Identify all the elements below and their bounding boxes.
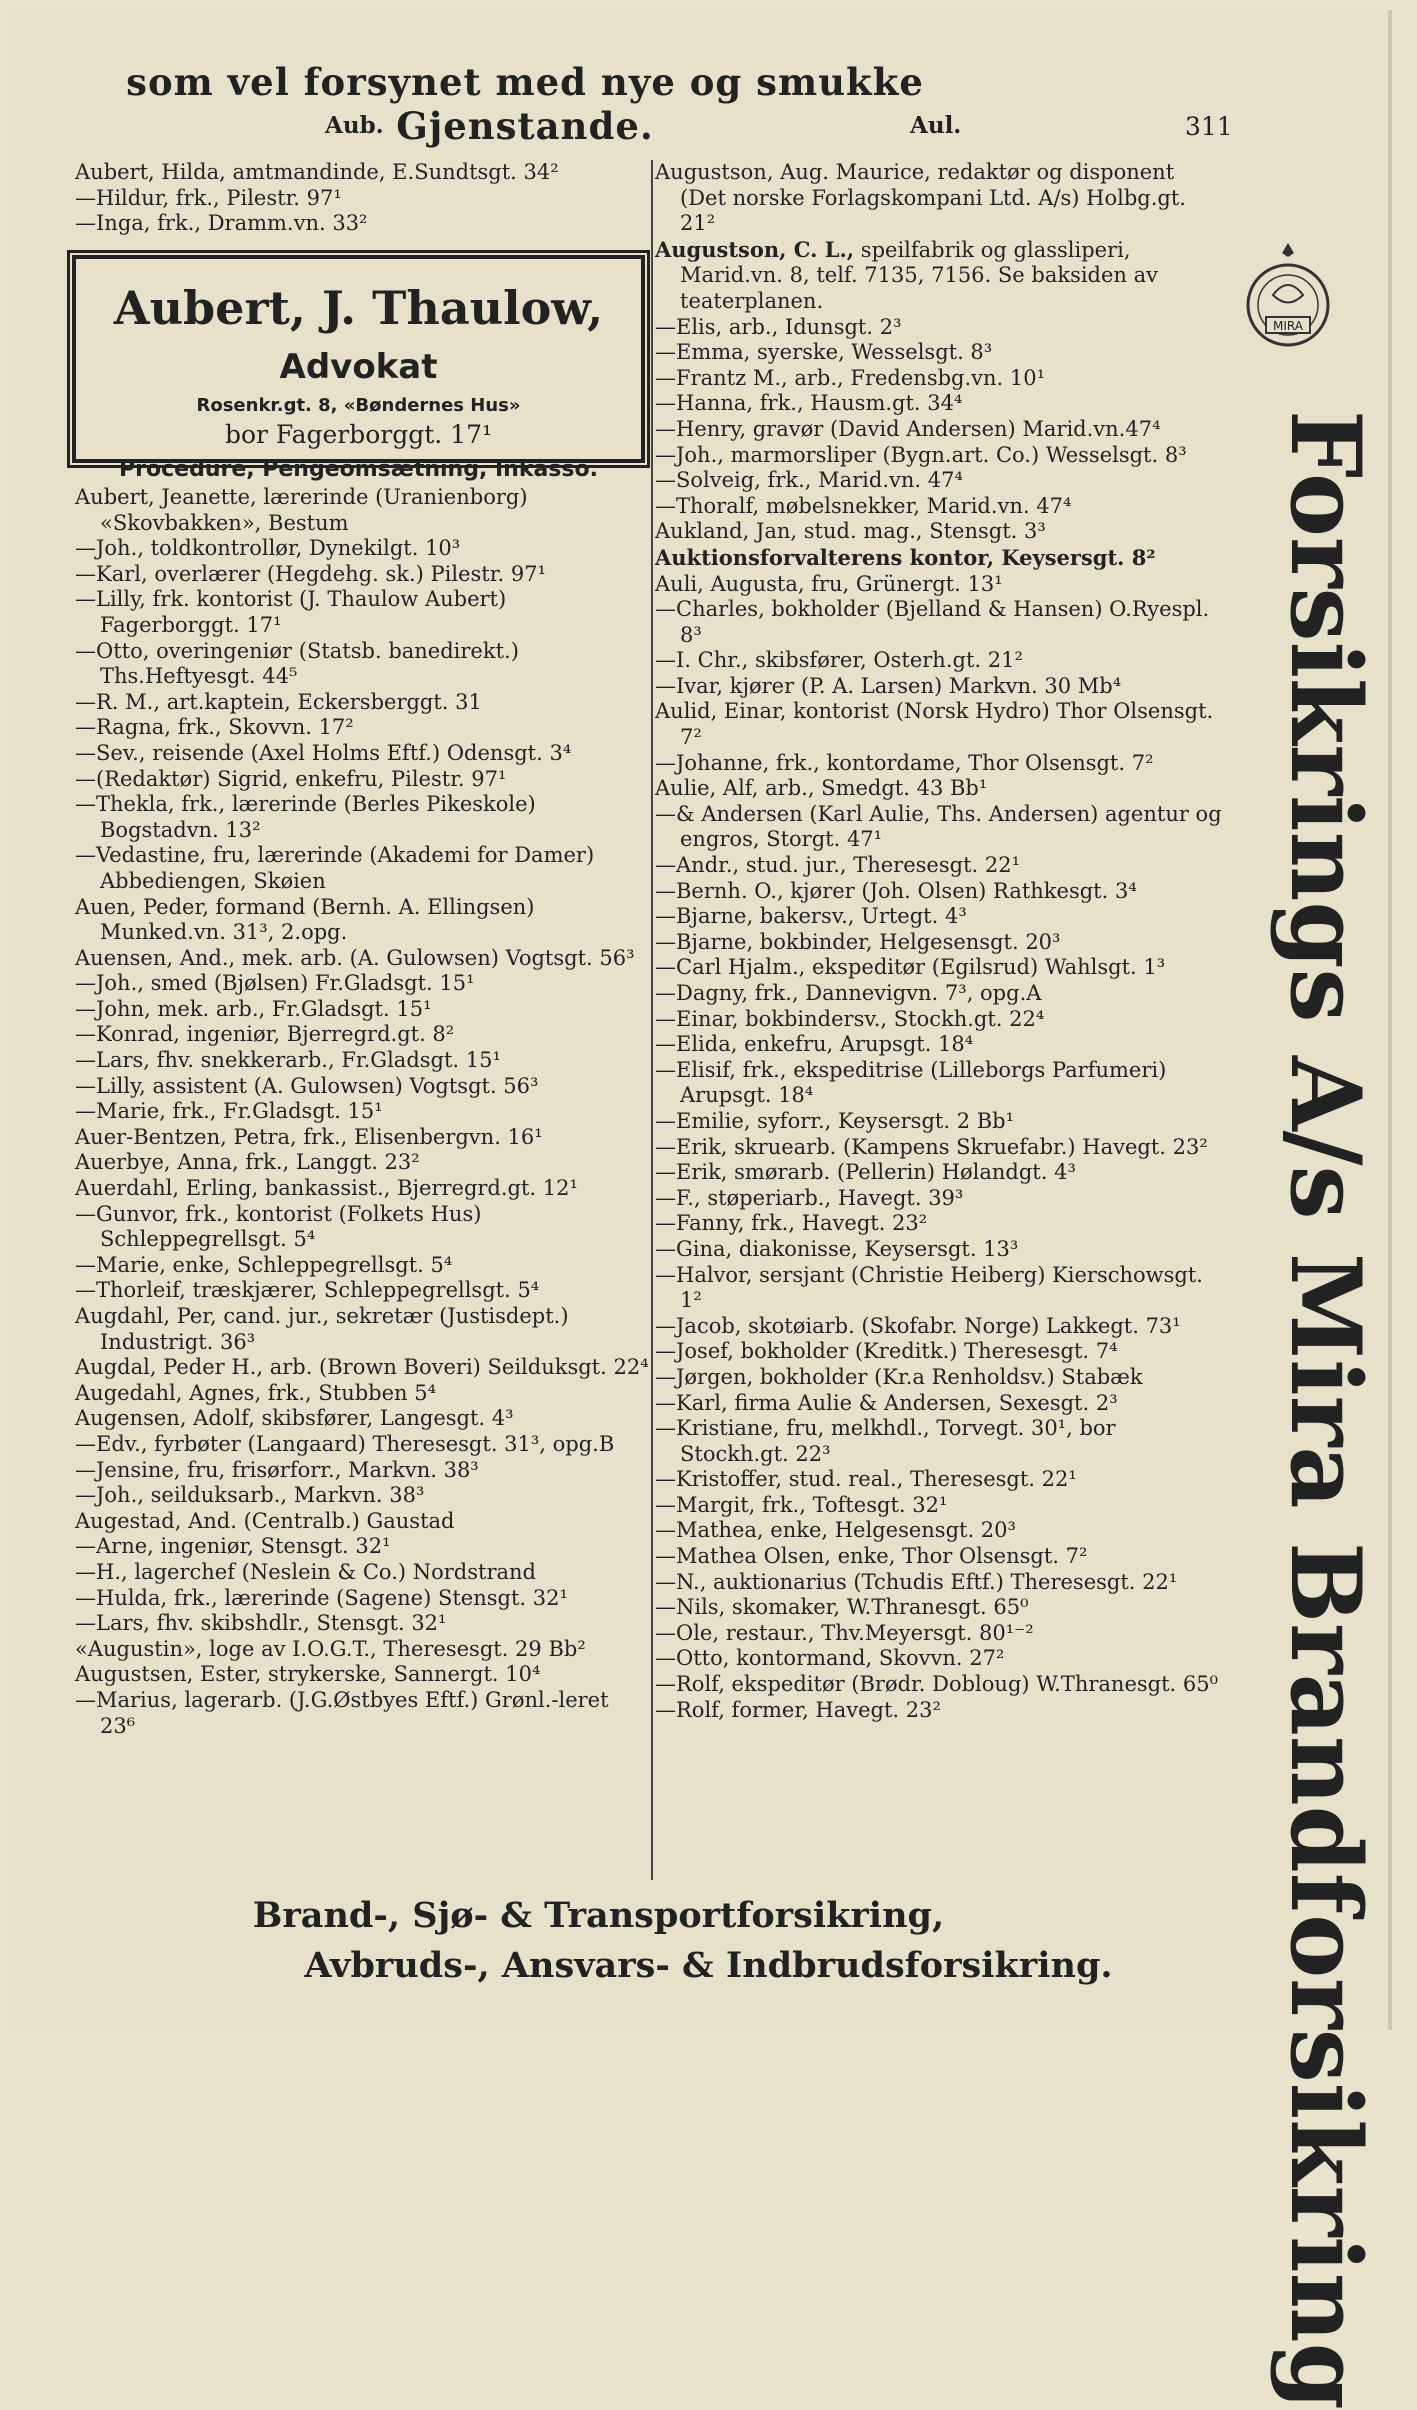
list-item: —Elis, arb., Idunsgt. 2³ (655, 314, 902, 339)
list-item: Auensen, And., mek. arb. (A. Gulowsen) Vogtsgt. 56³ (75, 945, 635, 970)
list-item: —Ragna, frk., Skovvn. 17² (75, 715, 354, 740)
list-item: Augdahl, Per, cand. jur., sekretær (Justisdept.) Industrigt. 36³ (75, 1304, 569, 1354)
list-item: —Bernh. O., kjører (Joh. Olsen) Rathkesgt. 3⁴ (655, 878, 1137, 903)
left-column-list (75, 485, 650, 1739)
list-item: —H., lagerchef (Neslein & Co.) Nordstrand (75, 1559, 536, 1584)
list-item: —Joh., smed (Bjølsen) Fr.Gladsgt. 15¹ (75, 971, 475, 996)
list-item: Augensen, Adolf, skibsfører, Langesgt. 4³ (75, 1406, 514, 1431)
list-item: Auerdahl, Erling, bankassist., Bjerregrd.gt. 12¹ (75, 1176, 578, 1201)
list-item: —Emma, syerske, Wesselsgt. 8³ (655, 340, 993, 365)
page-number: 311 (1185, 112, 1233, 141)
list-item: —Elida, enkefru, Arupsgt. 18⁴ (655, 1032, 974, 1057)
list-item: —Jacob, skotøiarb. (Skofabr. Norge) Lakkegt. 73¹ (655, 1313, 1181, 1338)
svg-text:MIRA: MIRA (1273, 319, 1303, 333)
list-item: —Charles, bokholder (Bjelland & Hansen) O.Ryespl. 8³ (655, 597, 1210, 647)
right-column-list (655, 160, 1225, 1723)
list-item: Aulid, Einar, kontorist (Norsk Hydro) Thor Olsensgt. 7² (655, 699, 1214, 750)
list-item: Auktionsforvalterens kontor, Keysersgt. 8² (655, 544, 1156, 570)
list-item: —Erik, skruearb. (Kampens Skruefabr.) Havegt. 23² (655, 1134, 1208, 1159)
list-item: Auerbye, Anna, frk., Langgt. 23² (75, 1150, 420, 1175)
list-item: —Joh., marmorsliper (Bygn.art. Co.) Wesselsgt. 8³ (655, 442, 1187, 467)
list-item: —Andr., stud. jur., Theresesgt. 22¹ (655, 853, 1020, 878)
list-item: Auli, Augusta, fru, Grünergt. 13¹ (655, 571, 1003, 596)
list-item: —Joh., toldkontrollør, Dynekilgt. 10³ (75, 536, 461, 561)
list-item: —Hulda, frk., lærerinde (Sagene) Stensgt. 32¹ (75, 1585, 568, 1610)
list-item: —Hanna, frk., Hausm.gt. 34⁴ (655, 391, 963, 416)
list-item: —Karl, overlærer (Hegdehg. sk.) Pilestr. 97¹ (75, 561, 546, 586)
list-item: —Vedastine, fru, lærerinde (Akademi for Damer) Abbediengen, Skøien (75, 843, 595, 893)
list-item: Augustson, Aug. Maurice, redaktør og disponent (Det norske Forlagskompani Ltd. A/s) Holbg.gt. 21² (655, 160, 1186, 236)
list-item: Auen, Peder, formand (Bernh. A. Ellingsen) Munked.vn. 31³, 2.opg. (75, 894, 535, 945)
list-item: —Kristiane, fru, melkhdl., Torvegt. 30¹, bor Stockh.gt. 22³ (655, 1416, 1116, 1466)
list-item: —Emilie, syforr., Keysersgt. 2 Bb¹ (655, 1108, 1015, 1133)
list-item: —Edv., fyrbøter (Langaard) Theresesgt. 31³, opg.B (75, 1431, 615, 1456)
list-item: —Mathea Olsen, enke, Thor Olsensgt. 7² (655, 1544, 1088, 1569)
list-item: —Thorleif, træskjærer, Schleppegrellsgt. 5⁴ (75, 1278, 540, 1303)
list-item: —& Andersen (Karl Aulie, Ths. Andersen) agentur og engros, Storgt. 47¹ (655, 801, 1222, 852)
list-item: Aubert, Hilda, amtmandinde, E.Sundtsgt. 34² (75, 160, 559, 184)
list-item: —Rolf, former, Havegt. 23² (655, 1697, 941, 1722)
list-item: «Augustin», loge av I.O.G.T., Theresesgt. 29 Bb² (75, 1636, 586, 1661)
list-item: Aukland, Jan, stud. mag., Stensgt. 3³ (655, 519, 1046, 544)
list-item: —Marius, lagerarb. (J.G.Østbyes Eftf.) Grønl.-leret 23⁶ (75, 1687, 609, 1738)
list-item: —Hildur, frk., Pilestr. 97¹ (75, 185, 342, 210)
bottom-ad-line-1: Brand-, Sjø- & Transportforsikring, (252, 1895, 945, 1936)
list-item: —Einar, bokbindersv., Stockh.gt. 22⁴ (655, 1006, 1045, 1031)
left-top-list (75, 160, 650, 237)
list-item: —Josef, bokholder (Kreditk.) Theresesgt. 7⁴ (655, 1339, 1118, 1364)
list-item: —Kristoffer, stud. real., Theresesgt. 22¹ (655, 1467, 1077, 1492)
ad-address: Rosenkr.gt. 8, «Bøndernes Hus» (196, 395, 521, 416)
list-item: —Thoralf, møbelsnekker, Marid.vn. 47⁴ (655, 493, 1072, 518)
header-left-guide: Aub. (325, 112, 384, 139)
header-right-guide: Aul. (910, 112, 962, 139)
list-item: —F., støperiarb., Havegt. 39³ (655, 1185, 964, 1210)
bottom-ad-line-2: Avbruds-, Ansvars- & Indbrudsforsikring. (304, 1945, 1113, 1986)
list-item: —Solveig, frk., Marid.vn. 47⁴ (655, 468, 963, 493)
list-item: —Mathea, enke, Helgesensgt. 20³ (655, 1518, 1016, 1543)
vertical-insurance-advertisement: Forsikrings A/s Mira Brandforsikring (1269, 410, 1382, 2410)
list-item: —Halvor, sersjant (Christie Heiberg) Kierschowsgt. 1² (655, 1262, 1203, 1313)
list-item: —Fanny, frk., Havegt. 23² (655, 1211, 928, 1236)
list-item: —N., auktionarius (Tchudis Eftf.) Theresesgt. 22¹ (655, 1569, 1178, 1594)
list-item: —Henry, gravør (David Andersen) Marid.vn.47⁴ (655, 416, 1161, 441)
list-item: Aubert, Jeanette, lærerinde (Uranienborg) «Skovbakken», Bestum (75, 485, 528, 535)
list-item: —Otto, overingeniør (Statsb. banedirekt.) Ths.Heftyesgt. 44⁵ (75, 638, 519, 689)
top-advertisement: som vel forsynet med nye og smukke Gjenstande. (126, 60, 924, 148)
list-item: —Gina, diakonisse, Keysersgt. 13³ (655, 1236, 1019, 1261)
list-item: —Rolf, ekspeditør (Brødr. Dobloug) W.Thranesgt. 65⁰ (655, 1672, 1219, 1697)
list-item: —Johanne, frk., kontordame, Thor Olsensgt. 7² (655, 750, 1154, 775)
list-item: Augestad, And. (Centralb.) Gaustad (75, 1508, 455, 1533)
list-item: —Otto, kontormand, Skovvn. 27² (655, 1646, 1005, 1671)
list-item: —Nils, skomaker, W.Thranesgt. 65⁰ (655, 1595, 1029, 1620)
list-item: —Sev., reisende (Axel Holms Eftf.) Odensgt. 3⁴ (75, 740, 572, 765)
list-item: Augustson, C. L., speilfabrik og glassliperi, Marid.vn. 8, telf. 7135, 7156. Se baksiden av teaterplanen. (655, 236, 1159, 313)
list-item: —Ole, restaur., Thv.Meyersgt. 80¹⁻² (655, 1620, 1034, 1645)
ad-services: Procedure, Pengeomsætning, Inkasso. (119, 457, 598, 482)
list-item: —Erik, smørarb. (Pellerin) Hølandgt. 4³ (655, 1160, 1076, 1185)
list-item: Aulie, Alf, arb., Smedgt. 43 Bb¹ (655, 776, 988, 801)
list-item: Augedahl, Agnes, frk., Stubben 5⁴ (75, 1380, 437, 1405)
list-item: —Jørgen, bokholder (Kr.a Renholdsv.) Stabæk (655, 1364, 1143, 1389)
list-item: —Lars, fhv. skibshdlr., Stensgt. 32¹ (75, 1611, 447, 1636)
list-item: Auer-Bentzen, Petra, frk., Elisenbergvn. 16¹ (75, 1124, 543, 1149)
list-item: Augdal, Peder H., arb. (Brown Boveri) Seilduksgt. 22⁴ (75, 1355, 649, 1380)
list-item: —Ivar, kjører (P. A. Larsen) Markvn. 30 Mb⁴ (655, 673, 1122, 698)
list-item: —Jensine, fru, frisørforr., Markvn. 38³ (75, 1457, 479, 1482)
list-item: —John, mek. arb., Fr.Gladsgt. 15¹ (75, 996, 432, 1021)
list-item: —Joh., seilduksarb., Markvn. 38³ (75, 1483, 425, 1508)
ad-name: Aubert, J. Thaulow, Advokat (113, 281, 604, 387)
column-divider (651, 160, 653, 1880)
list-item: —Konrad, ingeniør, Bjerregrd.gt. 8² (75, 1022, 455, 1047)
list-item: —R. M., art.kaptein, Eckersberggt. 31 (75, 689, 482, 714)
list-item: —Inga, frk., Dramm.vn. 33² (75, 211, 368, 236)
list-item: —Marie, frk., Fr.Gladsgt. 15¹ (75, 1099, 383, 1124)
list-item: —I. Chr., skibsfører, Osterh.gt. 21² (655, 648, 1023, 673)
advocate-advertisement (72, 255, 645, 482)
list-item: —Lars, fhv. snekkerarb., Fr.Gladsgt. 15¹ (75, 1048, 501, 1073)
list-item: —Dagny, frk., Dannevigvn. 7³, opg.A (655, 981, 1042, 1005)
list-item: —Lilly, frk. kontorist (J. Thaulow Aubert) Fagerborggt. 17¹ (75, 587, 507, 637)
list-item: —Marie, enke, Schleppegrellsgt. 5⁴ (75, 1252, 453, 1277)
list-item: —Bjarne, bakersv., Urtegt. 4³ (655, 904, 967, 929)
ad-home-address: bor Fagerborggt. 17¹ (224, 420, 493, 449)
mira-logo-icon (1238, 235, 1338, 375)
list-item: —Thekla, frk., lærerinde (Berles Pikeskole) Bogstadvn. 13² (75, 792, 536, 842)
list-item: —Karl, firma Aulie & Andersen, Sexesgt. 2³ (655, 1390, 1118, 1415)
list-item: —Bjarne, bokbinder, Helgesensgt. 20³ (655, 929, 1061, 954)
list-item: —Frantz M., arb., Fredensbg.vn. 10¹ (655, 365, 1046, 390)
list-item: —Lilly, assistent (A. Gulowsen) Vogtsgt. 56³ (75, 1073, 539, 1098)
list-item: —Margit, frk., Toftesgt. 32¹ (655, 1492, 948, 1517)
list-item: —Elisif, frk., ekspeditrise (Lilleborgs Parfumeri) Arupsgt. 18⁴ (655, 1057, 1167, 1108)
list-item: —Gunvor, frk., kontorist (Folkets Hus) Schleppegrellsgt. 5⁴ (75, 1201, 482, 1252)
list-item: —(Redaktør) Sigrid, enkefru, Pilestr. 97¹ (75, 766, 507, 791)
list-item: —Carl Hjalm., ekspeditør (Egilsrud) Wahlsgt. 1³ (655, 955, 1166, 980)
list-item: Augustsen, Ester, strykerske, Sannergt. 10⁴ (75, 1662, 541, 1687)
list-item: —Arne, ingeniør, Stensgt. 32¹ (75, 1534, 391, 1559)
ad-title: Advokat (279, 347, 438, 387)
